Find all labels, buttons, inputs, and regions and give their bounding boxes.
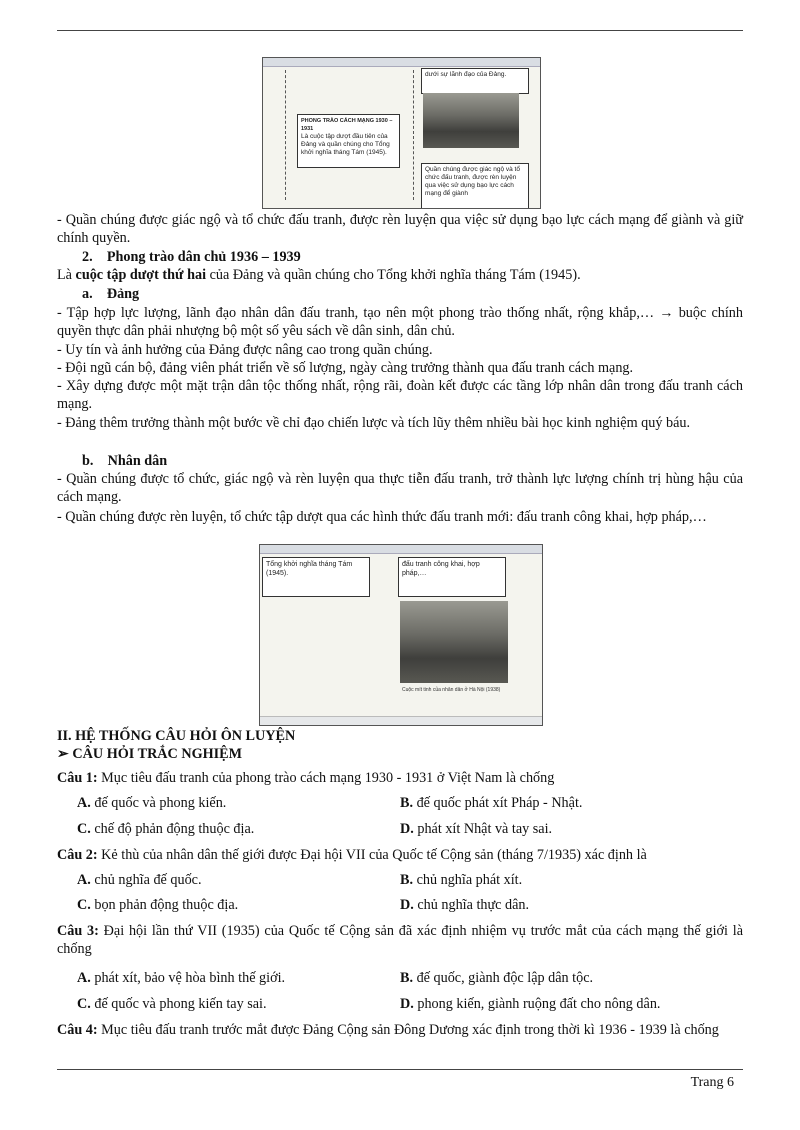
diagram-box-right: đấu tranh công khai, hợp pháp,… [398,557,506,597]
diagram-box-left: Tổng khởi nghĩa tháng Tám (1945). [262,557,370,597]
option-text: đế quốc, giành độc lập dân tộc. [416,970,594,986]
question-text: Đại hội lần thứ VII (1935) của Quốc tế Cộng sản đã xác định nhiệm vụ trước mắt của cách mạng thế giới là chống [57,923,743,957]
option-text: chủ nghĩa đế quốc. [94,872,202,888]
question-text: Mục tiêu đấu tranh trước mắt được Đảng Cộng sản Đông Dương xác định trong thời kì 1936 - 1939 là chống [97,1022,719,1038]
people-point-1: - Quần chúng được tổ chức, giác ngộ và rèn luyện qua thực tiễn đấu tranh, trở thành lực lượng chính trị hùng hậu của cách mạng. [57,471,743,505]
diagram-box-bottom-right: Quần chúng được giác ngộ và tổ chức đấu tranh, được rèn luyện qua việc sử dụng bạo lực cách mạng để giành [421,163,529,209]
party-point-3: - Đội ngũ cán bộ, đảng viên phát triển về số lượng, ngày càng trưởng thành qua đấu tranh cách mạng. [57,360,634,376]
diagram-box-1930 [297,114,400,168]
option-text: đế quốc phát xít Pháp - Nhật. [416,795,583,811]
option-a [77,871,202,889]
option-d [400,820,552,838]
option-letter: D. [400,996,414,1012]
header-rule [57,30,743,31]
party-point-5: - Đảng thêm trưởng thành một bước về chỉ đạo chiến lược và tích lũy thêm nhiều bài học kinh nghiệm quý báu. [57,415,691,431]
option-text: phong kiến, giành ruộng đất cho nông dân. [417,996,661,1012]
browser-bar [260,545,542,554]
party-point-2: - Uy tín và ảnh hưởng của Đảng được nâng cao trong quần chúng. [57,342,433,358]
question-3 [57,922,743,958]
party-point-1: - Tập hợp lực lượng, lãnh đạo nhân dân đấu tranh, tạo nên một phong trào thống nhất, rộng khắp,… → buộc chính quyền thực dân phải nhượng bộ một số yêu sách về dân sinh, dân chủ. [57,305,743,339]
option-letter: A. [77,970,91,986]
option-letter: C. [77,996,91,1012]
page-number: Trang 6 [690,1075,734,1090]
option-b [400,794,582,812]
paragraph-second-rehearsal [57,266,743,284]
option-text: đế quốc và phong kiến. [94,795,227,811]
option-b [400,871,522,889]
diagram-box-text: Là cuộc tập dượt đầu tiên của Đảng và quần chúng cho Tổng khởi nghĩa tháng Tám (1945). [301,133,390,156]
option-c [77,820,254,838]
option-letter: B. [400,795,414,811]
option-letter: A. [77,872,91,888]
browser-bar [263,58,540,67]
question-label: Câu 3: [57,923,99,939]
diagram-box-top-right: dưới sự lãnh đạo của Đảng. [421,68,529,94]
option-text: chế độ phản động thuộc địa. [94,821,255,837]
option-d [400,896,529,914]
option-letter: B. [400,872,414,888]
option-letter: D. [400,897,414,913]
text-segment: Là [57,267,76,283]
diagram-connector [285,70,286,200]
text-segment: của Đảng và quần chúng cho Tổng khởi nghĩa tháng Tám (1945). [206,267,581,283]
heading-party: a. Đảng [82,286,140,302]
option-c [77,896,238,914]
option-text: phát xít Nhật và tay sai. [417,821,553,837]
question-text: Mục tiêu đấu tranh của phong trào cách mạng 1930 - 1931 ở Việt Nam là chống [97,770,555,786]
people-point-2: - Quần chúng được rèn luyện, tổ chức tập dượt qua các hình thức đấu tranh mới: đấu tranh công khai, hợp pháp,… [57,509,707,525]
option-letter: D. [400,821,414,837]
status-bar [260,716,542,725]
option-c [77,995,267,1013]
question-4 [57,1021,743,1039]
option-text: đế quốc và phong kiến tay sai. [94,996,267,1012]
question-2 [57,846,743,864]
option-text: chủ nghĩa thực dân. [417,897,530,913]
question-label: Câu 2: [57,847,98,863]
heading-democratic-movement: 2. Phong trào dân chủ 1936 – 1939 [82,249,301,265]
paragraph-masses-1930: - Quần chúng được giác ngộ và tổ chức đấu tranh, được rèn luyện qua việc sử dụng bạo lực cách mạng để giành và giữ chính quyền. [57,212,743,246]
section-subtitle: ➢ CÂU HỎI TRẮC NGHIỆM [57,746,243,762]
diagram-box-title: PHONG TRÀO CÁCH MẠNG 1930 – 1931 [301,118,393,132]
footer-rule [57,1069,743,1070]
option-text: chủ nghĩa phát xít. [416,872,523,888]
section-title: II. HỆ THỐNG CÂU HỎI ÔN LUYỆN [57,728,296,744]
option-letter: A. [77,795,91,811]
question-1 [57,769,743,787]
text-emphasis: cuộc tập dượt thứ hai [75,267,207,283]
option-text: phát xít, bảo vệ hòa bình thế giới. [94,970,286,986]
option-d [400,995,660,1013]
lesson-screenshot-1936 [259,544,543,726]
question-label: Câu 1: [57,770,98,786]
photo-caption: Cuộc mít tinh của nhân dân ở Hà Nội (1938) [402,687,501,693]
option-letter: B. [400,970,414,986]
historical-photo-1930 [423,93,519,148]
diagram-connector [413,70,414,200]
option-letter: C. [77,897,91,913]
party-point-4: - Xây dựng được một mặt trận dân tộc thống nhất, rộng rãi, đoàn kết được các tầng lớp nhân dân trong đấu tranh cách mạng. [57,378,743,412]
historical-photo-1938 [400,601,508,683]
question-label: Câu 4: [57,1022,98,1038]
option-a [77,969,285,987]
question-text: Kẻ thù của nhân dân thế giới được Đại hội VII của Quốc tế Cộng sản (tháng 7/1935) xác định là [97,847,647,863]
option-b [400,969,593,987]
lesson-screenshot-1930 [262,57,541,209]
option-a [77,794,226,812]
option-letter: C. [77,821,91,837]
option-text: bọn phản động thuộc địa. [94,897,239,913]
heading-people: b. Nhân dân [82,453,168,469]
